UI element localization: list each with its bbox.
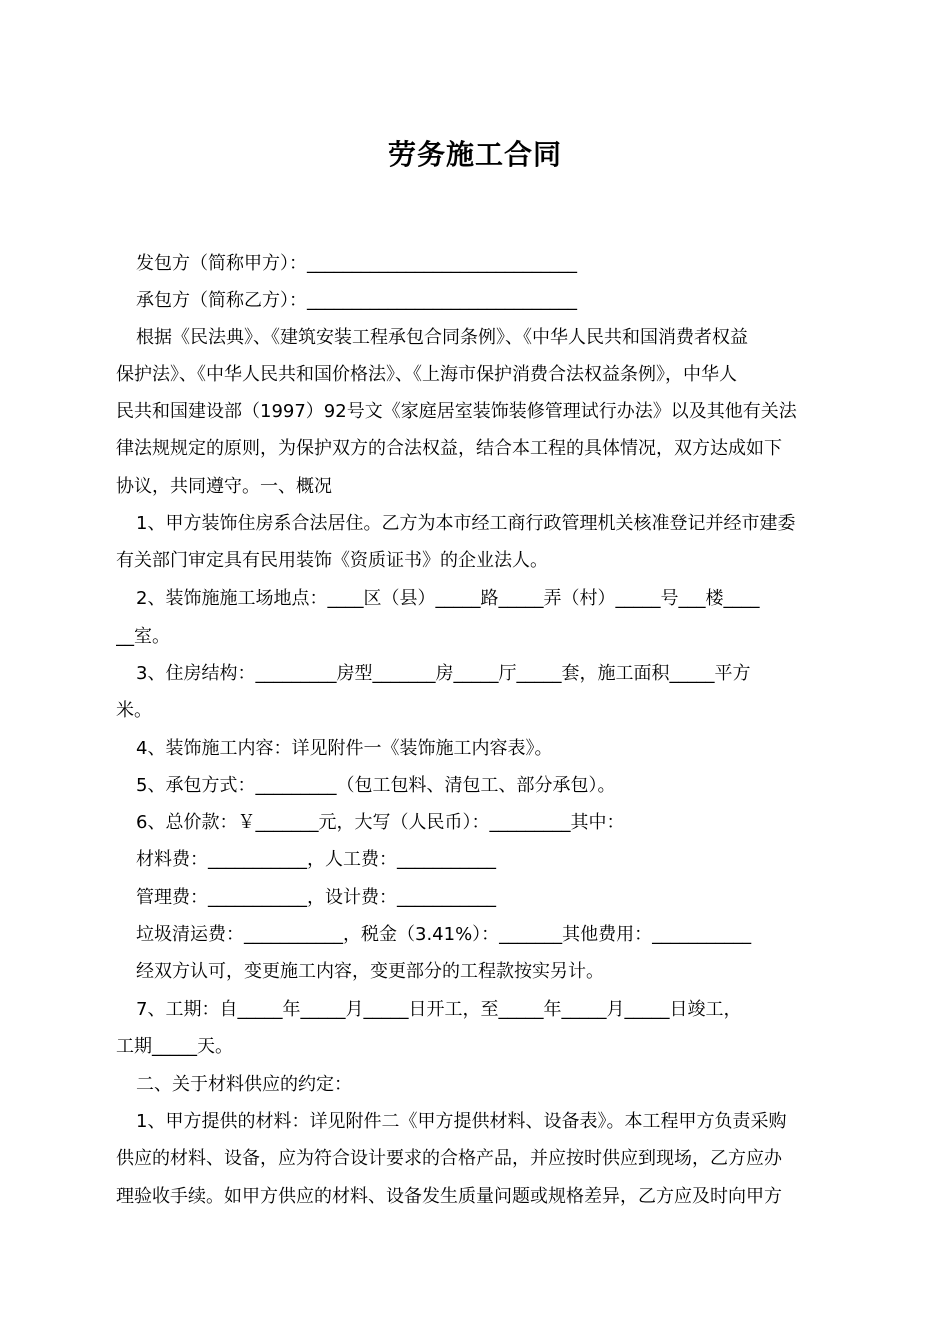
preamble-line-2: 保护法》、《中华人民共和国价格法》、《上海市保护消费合法权益条例》，中华人 <box>116 364 737 385</box>
preamble-line-4: 律法规规定的原则，为保护双方的合法权益，结合本工程的具体情况，双方达成如下 <box>116 438 782 459</box>
party-b-line: 承包方（简称乙方）：______________________________ <box>136 290 577 311</box>
clause-1-3-line-1: 3、住房结构：_________房型_______房_____厅_____套，施工面积_____平方 <box>136 663 751 684</box>
document-title: 劳务施工合同 <box>387 138 562 171</box>
clause-1-4: 4、装饰施工内容：详见附件一《装饰施工内容表》。 <box>136 738 553 759</box>
preamble-line-3: 民共和国建设部（1997）92号文《家庭居室装饰装修管理试行办法》以及其他有关法 <box>116 401 797 422</box>
clause-2-1-line-3: 理验收手续。如甲方供应的材料、设备发生质量问题或规格差异，乙方应及时向甲方 <box>116 1186 782 1207</box>
clause-1-7-line-2: 工期_____天。 <box>116 1036 233 1057</box>
preamble-line-5: 协议，共同遵守。一、概况 <box>116 476 332 497</box>
fee-line-3: 垃圾清运费：___________，税金（3.41%）：_______其他费用：___________ <box>136 924 752 945</box>
clause-1-6: 6、总价款：￥_______元，大写（人民币）：_________其中： <box>136 812 625 833</box>
clause-1-7-line-1: 7、工期：自_____年_____月_____日开工，至_____年_____月_____日竣工， <box>136 999 742 1020</box>
clause-2-1-line-1: 1、甲方提供的材料：详见附件二《甲方提供材料、设备表》。本工程甲方负责采购 <box>136 1111 787 1132</box>
fee-line-2: 管理费：___________，设计费：___________ <box>136 887 496 908</box>
party-a-line: 发包方（简称甲方）：______________________________ <box>136 253 577 274</box>
clause-2-1-line-2: 供应的材料、设备，应为符合设计要求的合格产品，并应按时供应到现场，乙方应办 <box>116 1148 782 1169</box>
clause-1-1-line-1: 1、甲方装饰住房系合法居住。乙方为本市经工商行政管理机关核准登记并经市建委 <box>136 513 796 534</box>
change-note: 经双方认可，变更施工内容，变更部分的工程款按实另计。 <box>136 961 604 982</box>
clause-1-2-line-2: __室。 <box>116 626 170 647</box>
preamble-line-1: 根据《民法典》、《建筑安装工程承包合同条例》、《中华人民共和国消费者权益 <box>136 327 748 348</box>
fee-line-1: 材料费：___________，人工费：___________ <box>136 849 496 870</box>
clause-1-5: 5、承包方式：_________（包工包料、清包工、部分承包）。 <box>136 775 616 796</box>
section-2-heading: 二、关于材料供应的约定： <box>136 1074 352 1095</box>
clause-1-1-line-2: 有关部门审定具有民用装饰《资质证书》的企业法人。 <box>116 550 548 571</box>
clause-1-2-line-1: 2、装饰施施工场地点：____区（县）_____路_____弄（村）_____号___楼____ <box>136 588 760 609</box>
clause-1-3-line-2: 米。 <box>116 700 152 721</box>
